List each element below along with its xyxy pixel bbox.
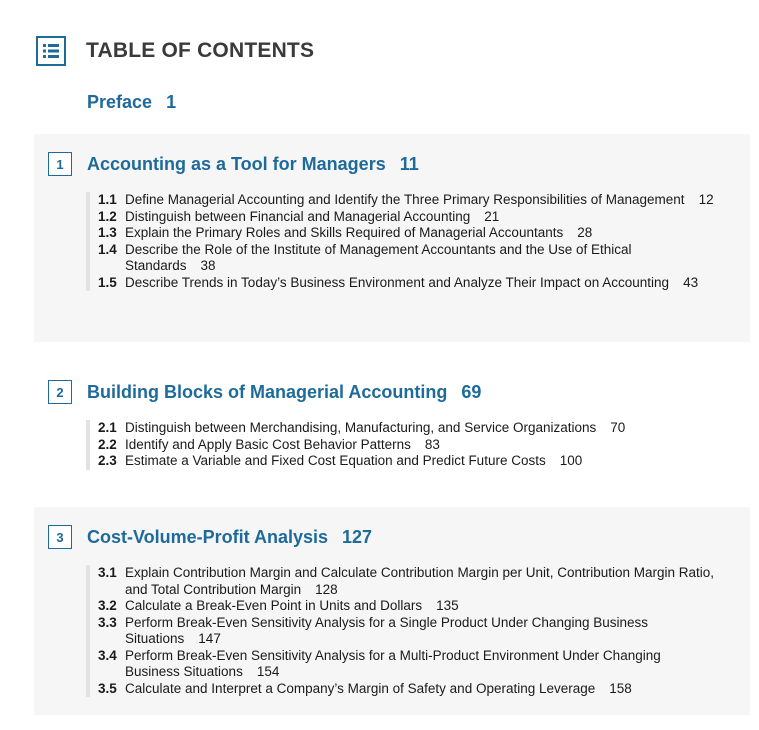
section-list (86, 420, 718, 470)
section-number: 2.2 (98, 436, 117, 452)
section-number: 3.1 (98, 565, 117, 580)
section-title[interactable]: Explain the Primary Roles and Skills Required of Managerial Accountants (125, 225, 564, 240)
section-page: 21 (484, 208, 500, 224)
section-title[interactable]: Define Managerial Accounting and Identify the Three Primary Responsibilities of Management (125, 192, 685, 207)
section-page: 158 (609, 680, 632, 696)
section-page: 135 (436, 598, 459, 613)
section-item[interactable] (98, 192, 718, 209)
section-title[interactable]: Describe the Role of the Institute of Management Accountants and the Use of Ethical Standards (125, 241, 632, 273)
section-item[interactable] (98, 565, 718, 598)
chapter-page: 69 (461, 381, 482, 402)
section-title[interactable]: Describe Trends in Today’s Business Environment and Analyze Their Impact on Accounting (125, 274, 670, 290)
section-number: 1.5 (98, 274, 117, 290)
section-page: 43 (683, 274, 699, 290)
section-title[interactable]: Calculate a Break-Even Point in Units and Dollars (125, 598, 423, 613)
section-item[interactable] (98, 681, 718, 698)
section-number: 1.4 (98, 241, 117, 257)
section-title[interactable]: Identify and Apply Basic Cost Behavior Patterns (125, 436, 411, 452)
section-title[interactable]: Perform Break-Even Sensitivity Analysis for a Multi-Product Environment Under Changing Business Situations (125, 647, 661, 679)
section-page: 128 (315, 581, 338, 597)
section-page: 154 (256, 664, 280, 679)
chapter-header (48, 380, 481, 404)
chapter-3 (34, 507, 750, 715)
section-title[interactable]: Estimate a Variable and Fixed Cost Equation and Predict Future Costs (125, 453, 546, 468)
section-list (86, 565, 718, 697)
section-item[interactable] (98, 209, 718, 226)
chapter-number-badge: 3 (48, 525, 72, 549)
chapter-title-link[interactable] (87, 527, 372, 548)
section-item[interactable] (98, 453, 718, 470)
section-page: 83 (424, 436, 440, 452)
section-title[interactable]: Perform Break-Even Sensitivity Analysis for a Single Product Under Changing Business Situations (125, 614, 648, 646)
section-page: 38 (200, 258, 216, 273)
section-page: 12 (698, 192, 714, 207)
section-item[interactable] (98, 615, 718, 648)
section-page: 70 (610, 420, 626, 435)
section-title[interactable]: Calculate and Interpret a Company’s Margin of Safety and Operating Leverage (125, 680, 596, 696)
chapter-title-link[interactable] (87, 382, 481, 403)
chapter-2 (34, 362, 750, 487)
section-number: 3.4 (98, 647, 117, 663)
page-title: TABLE OF CONTENTS (86, 39, 315, 62)
section-number: 2.3 (98, 453, 117, 468)
section-title[interactable]: Distinguish between Financial and Managerial Accounting (125, 208, 471, 224)
chapter-title-link[interactable] (87, 154, 419, 175)
section-number: 1.1 (98, 192, 117, 207)
section-item[interactable] (98, 242, 718, 275)
section-number: 2.1 (98, 420, 117, 435)
chapter-number-badge: 1 (48, 152, 72, 176)
chapter-title[interactable]: Building Blocks of Managerial Accounting (87, 381, 448, 402)
section-item[interactable] (98, 648, 718, 681)
section-title[interactable]: Distinguish between Merchandising, Manufacturing, and Service Organizations (125, 420, 597, 435)
section-number: 3.2 (98, 598, 117, 613)
section-number: 3.5 (98, 680, 117, 696)
section-list (86, 192, 718, 291)
section-title[interactable]: Explain Contribution Margin and Calculate Contribution Margin per Unit, Contribution Margin Ratio, and Total Contribution Margin (125, 565, 715, 597)
preface-label[interactable]: Preface (87, 92, 153, 112)
section-item[interactable] (98, 437, 718, 454)
list-icon[interactable] (36, 36, 66, 66)
section-number: 1.2 (98, 208, 117, 224)
section-page: 28 (577, 225, 593, 240)
chapter-number-badge: 2 (48, 380, 72, 404)
toc-header (36, 36, 314, 66)
preface-page: 1 (166, 92, 177, 112)
section-item[interactable] (98, 275, 718, 292)
chapter-page: 127 (342, 526, 373, 547)
section-item[interactable] (98, 598, 718, 615)
chapter-1 (34, 134, 750, 342)
section-number: 3.3 (98, 614, 117, 630)
preface-link[interactable] (87, 92, 176, 113)
chapter-title[interactable]: Accounting as a Tool for Managers (87, 153, 386, 174)
section-page: 147 (198, 631, 221, 646)
chapter-header (48, 525, 372, 549)
section-page: 100 (559, 453, 583, 468)
section-item[interactable] (98, 225, 718, 242)
chapter-title[interactable]: Cost-Volume-Profit Analysis (87, 526, 329, 547)
chapter-page: 11 (399, 153, 419, 174)
chapter-header (48, 152, 419, 176)
section-item[interactable] (98, 420, 718, 437)
section-number: 1.3 (98, 225, 117, 240)
